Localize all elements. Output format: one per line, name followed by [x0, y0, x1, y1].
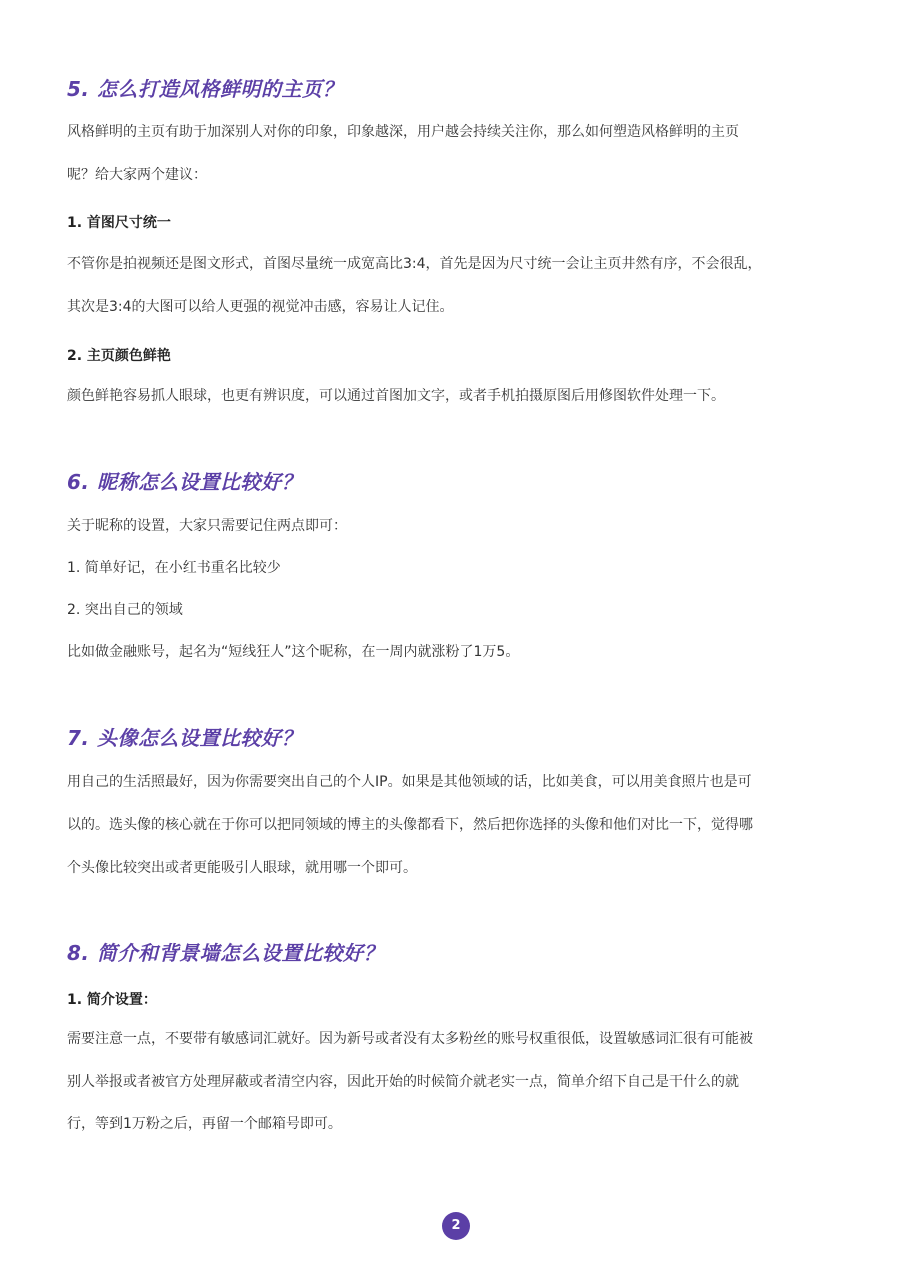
section-8-line-3: 行，等到1万粉之后，再留一个邮箱号即可。 — [67, 1116, 342, 1132]
section-5-sub2-title: 2. 主页颜色鲜艳 — [67, 348, 171, 364]
section-6-line-3: 2. 突出自己的领域 — [67, 602, 183, 618]
section-5-sub2-line-1: 颜色鲜艳容易抓人眼球，也更有辨识度，可以通过首图加文字，或者手机拍摄原图后用修图软件处理一下。 — [67, 388, 725, 404]
section-8-line-2: 别人举报或者被官方处理屏蔽或者清空内容，因此开始的时候简介就老实一点，简单介绍下自己是干什么的就 — [67, 1074, 739, 1090]
page-number-badge: 2 — [442, 1212, 470, 1240]
section-6-line-1: 关于昵称的设置，大家只需要记住两点即可： — [67, 518, 347, 534]
section-8-heading: 8. 简介和背景墙怎么设置比较好？ — [67, 941, 384, 965]
section-5-sub1-line-1: 不管你是拍视频还是图文形式，首图尽量统一成宽高比3:4，首先是因为尺寸统一会让主页井然有序，不会很乱， — [67, 256, 762, 272]
section-5-heading: 5. 怎么打造风格鲜明的主页？ — [67, 77, 343, 101]
section-6-heading: 6. 昵称怎么设置比较好？ — [67, 470, 302, 494]
section-7-line-2: 以的。选头像的核心就在于你可以把同领域的博主的头像都看下，然后把你选择的头像和他们对比一下，觉得哪 — [67, 817, 753, 833]
section-5-intro-line-1: 风格鲜明的主页有助于加深别人对你的印象，印象越深，用户越会持续关注你，那么如何塑造风格鲜明的主页 — [67, 124, 739, 140]
section-5-sub1-title: 1. 首图尺寸统一 — [67, 215, 171, 231]
section-5-intro-line-2: 呢？给大家两个建议： — [67, 167, 207, 183]
section-6-line-2: 1. 简单好记，在小红书重名比较少 — [67, 560, 281, 576]
section-8-line-1: 需要注意一点，不要带有敏感词汇就好。因为新号或者没有太多粉丝的账号权重很低，设置敏感词汇很有可能被 — [67, 1031, 753, 1047]
section-6-line-4: 比如做金融账号，起名为“短线狂人”这个昵称，在一周内就涨粉了1万5。 — [67, 644, 520, 660]
section-5-sub1-line-2: 其次是3:4的大图可以给人更强的视觉冲击感，容易让人记住。 — [67, 299, 454, 315]
section-7-line-3: 个头像比较突出或者更能吸引人眼球，就用哪一个即可。 — [67, 860, 417, 876]
section-7-line-1: 用自己的生活照最好，因为你需要突出自己的个人IP。如果是其他领域的话，比如美食，可以用美食照片也是可 — [67, 774, 752, 790]
section-8-sub1-title: 1. 简介设置： — [67, 992, 157, 1008]
section-7-heading: 7. 头像怎么设置比较好？ — [67, 726, 302, 750]
